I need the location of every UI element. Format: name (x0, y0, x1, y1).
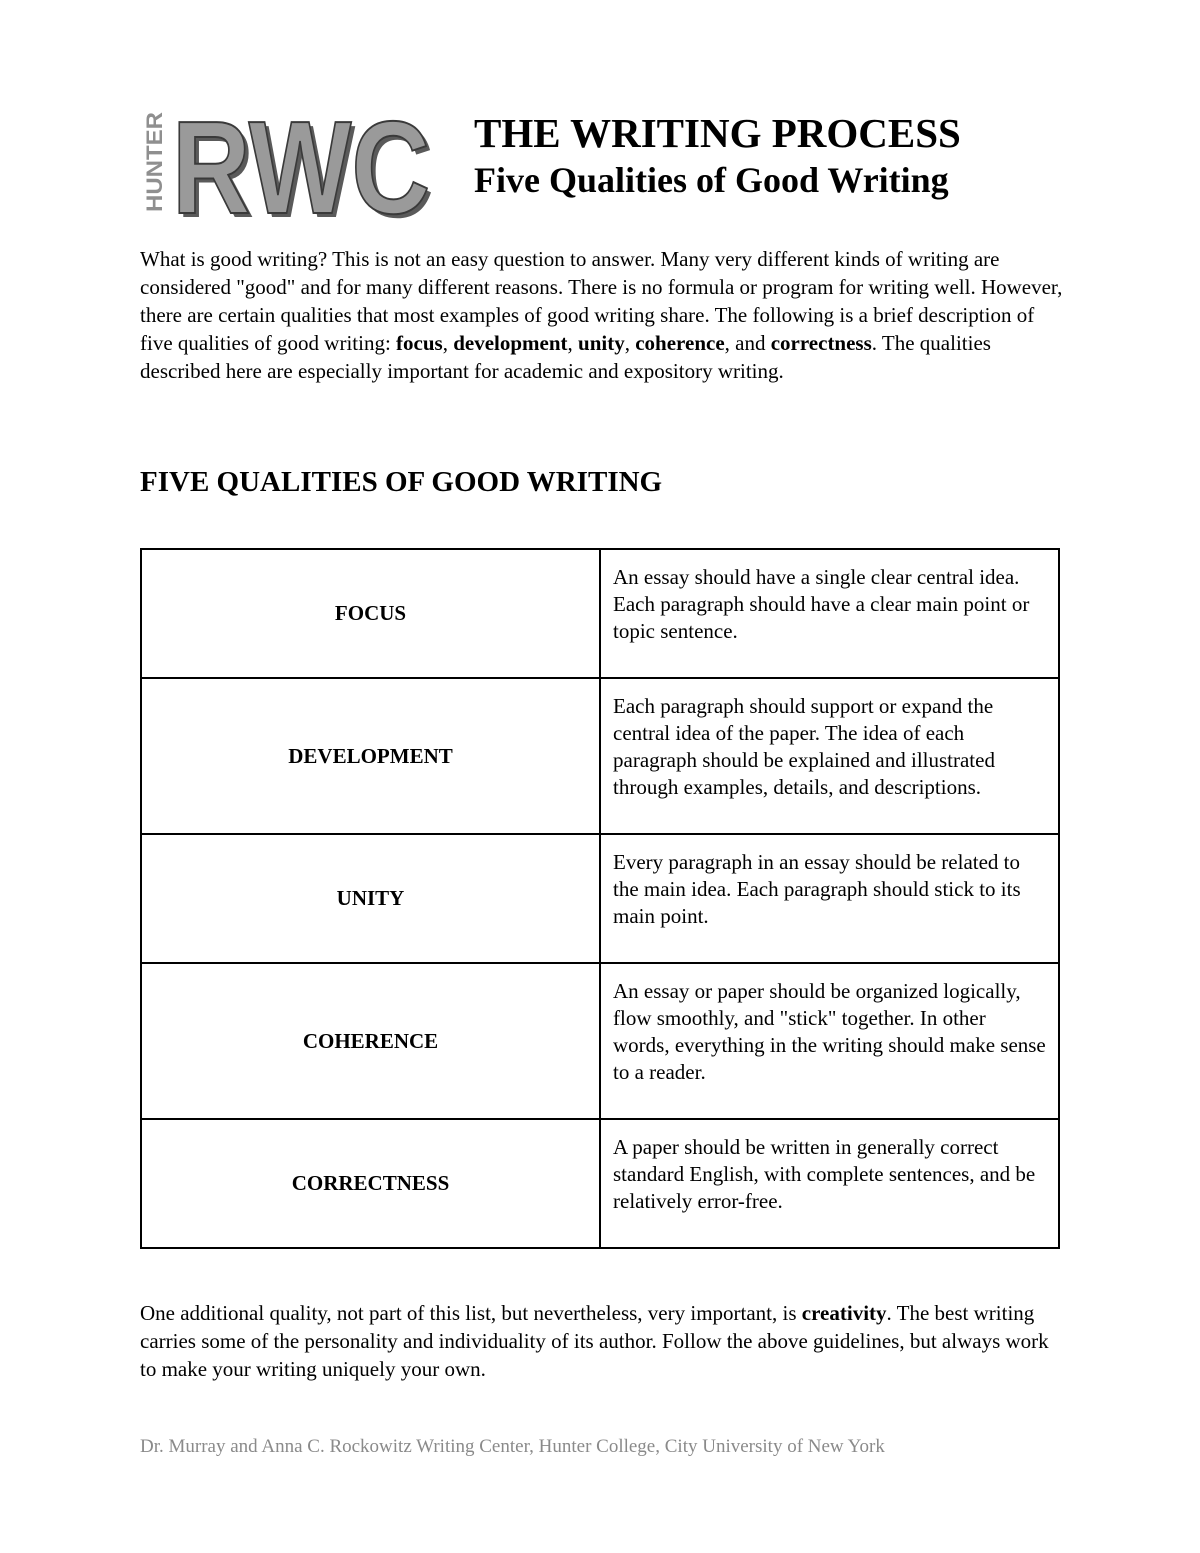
intro-paragraph (140, 245, 1065, 385)
quality-description: A paper should be written in generally correct standard English, with complete sentences, and be relatively error-free. (600, 1119, 1059, 1248)
quality-description: Every paragraph in an essay should be related to the main idea. Each paragraph should stick to its main point. (600, 834, 1059, 963)
table-row (141, 963, 1059, 1119)
intro-bold-development: development (453, 331, 568, 355)
closing-bold-creativity: creativity (801, 1301, 887, 1325)
quality-name: CORRECTNESS (141, 1119, 600, 1248)
intro-separator: , and (724, 331, 771, 355)
quality-description: An essay or paper should be organized logically, flow smoothly, and "stick" together. In other words, everything in the writing should make sense to a reader. (600, 963, 1059, 1119)
logo-rwc-letters: RWC (172, 104, 430, 219)
quality-description: Each paragraph should support or expand the central idea of the paper. The idea of each paragraph should be explained and illustrated through examples, details, and descriptions. (600, 678, 1059, 834)
title-block (474, 108, 1074, 202)
intro-bold-focus: focus (396, 331, 443, 355)
closing-text: One additional quality, not part of this list, but nevertheless, very important, is (140, 1301, 802, 1325)
footer-credit: Dr. Murray and Anna C. Rockowitz Writing Center, Hunter College, City University of New York (140, 1436, 885, 1457)
quality-name: DEVELOPMENT (141, 678, 600, 834)
page-subtitle: Five Qualities of Good Writing (474, 160, 949, 200)
intro-text: . The qualities described here are especially important for academic and expository writing. (140, 331, 991, 383)
table-row (141, 1119, 1059, 1248)
table-row (141, 834, 1059, 963)
section-heading: FIVE QUALITIES OF GOOD WRITING (140, 466, 663, 498)
closing-paragraph (140, 1299, 1065, 1383)
page-title: THE WRITING PROCESS (474, 110, 961, 156)
qualities-table (140, 548, 1060, 1249)
logo-hunter-text: HUNTER (142, 120, 167, 212)
intro-separator: , (567, 331, 579, 355)
quality-name: COHERENCE (141, 963, 600, 1119)
quality-name: FOCUS (141, 549, 600, 678)
intro-text: What is good writing? This is not an easy question to answer. Many very different kinds of writing are considered "good" and for many different reasons. There is no formula or program for writing well. However, there are certain qualities that most examples of good writing share. The following is a brief description of five qualities of good writing: (140, 247, 1063, 355)
table-row (141, 549, 1059, 678)
hunter-rwc-logo (140, 104, 440, 219)
logo-rwc-shadow: RWC (176, 104, 434, 219)
intro-separator: , (442, 331, 454, 355)
closing-text: . The best writing carries some of the personality and individuality of its author. Follow the above guidelines, but always work to make your writing uniquely your own. (140, 1301, 1049, 1381)
intro-bold-correctness: correctness (770, 331, 872, 355)
table-row (141, 678, 1059, 834)
quality-description: An essay should have a single clear central idea. Each paragraph should have a clear main point or topic sentence. (600, 549, 1059, 678)
intro-separator: , (624, 331, 636, 355)
intro-bold-coherence: coherence (635, 331, 725, 355)
quality-name: UNITY (141, 834, 600, 963)
intro-bold-unity: unity (578, 331, 625, 355)
